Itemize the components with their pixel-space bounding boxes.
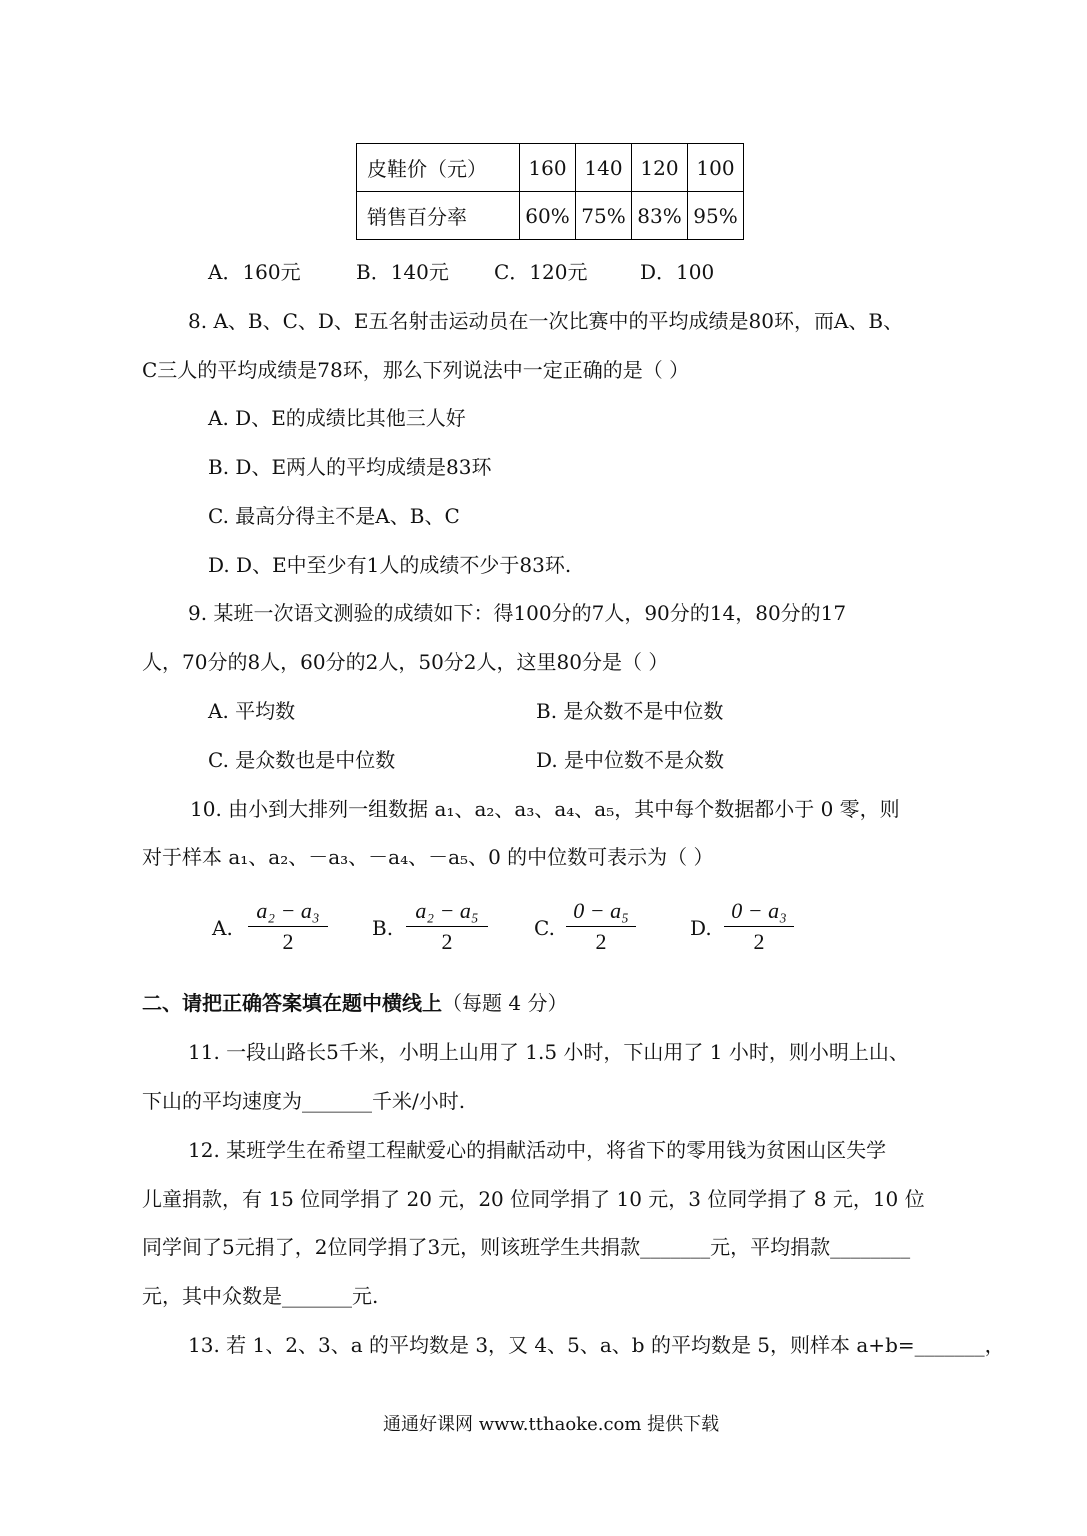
fraction-denominator: 2: [282, 929, 294, 954]
q8-stem-line1: 8. A、B、C、D、E五名射击运动员在一次比赛中的平均成绩是80环，而A、B、: [188, 309, 904, 333]
section-2-heading: [142, 987, 567, 1016]
table-cell: 60%: [520, 192, 576, 240]
q10-option-b-fraction: [406, 898, 488, 957]
fraction-denominator: 2: [441, 929, 453, 954]
table-cell: 100: [688, 144, 744, 192]
table-cell: 83%: [632, 192, 688, 240]
page-footer: 通通好课网 www.tthaoke.com 提供下载: [383, 1414, 720, 1435]
q8-option-a: A. D、E的成绩比其他三人好: [208, 406, 466, 430]
q10-stem-line1: 10. 由小到大排列一组数据 a₁、a₂、a₃、a₄、a₅，其中每个数据都小于 0 零，则: [190, 797, 900, 821]
q10-option-d-fraction: [724, 898, 794, 957]
q10-option-c-fraction: [566, 898, 636, 957]
table-cell: 120: [632, 144, 688, 192]
q9-option-c: C. 是众数也是中位数: [208, 748, 396, 772]
table-header-cell: 销售百分率: [357, 192, 520, 240]
q9-option-d: D. 是中位数不是众数: [536, 748, 725, 772]
table-cell: 95%: [688, 192, 744, 240]
table-cell: 160: [520, 144, 576, 192]
q10-option-a-fraction: [248, 898, 328, 957]
q9-stem-line2: 人，70分的8人，60分的2人，50分2人，这里80分是（ ）: [142, 650, 669, 674]
fraction-denominator: 2: [753, 929, 765, 954]
table-header-cell: 皮鞋价（元）: [357, 144, 520, 192]
q10-option-b-label: B.: [372, 916, 394, 940]
fraction-numerator: 0 − a₅: [573, 898, 629, 923]
price-table: [356, 143, 744, 240]
q11-stem-line2: 下山的平均速度为_______千米/小时.: [142, 1089, 466, 1113]
q8-stem-line2: C三人的平均成绩是78环，那么下列说法中一定正确的是（ ）: [142, 358, 690, 382]
q11-stem-line1: 11. 一段山路长5千米，小明上山用了 1.5 小时，下山用了 1 小时，则小明上山、: [188, 1040, 909, 1064]
table-row: [357, 144, 744, 192]
fraction-numerator: a₂ − a₃: [256, 898, 320, 923]
q9-stem-line1: 9. 某班一次语文测验的成绩如下：得100分的7人，90分的14，80分的17: [188, 601, 847, 625]
q10-stem-line2: 对于样本 a₁、a₂、－a₃、－a₄、－a₅、0 的中位数可表示为（ ）: [142, 845, 714, 869]
q8-option-d: D. D、E中至少有1人的成绩不少于83环.: [208, 553, 572, 577]
section-2-title: 二、请把正确答案填在题中横线上: [142, 991, 442, 1015]
q10-option-c-label: C.: [534, 916, 555, 940]
q12-stem-line1: 12. 某班学生在希望工程献爱心的捐献活动中，将省下的零用钱为贫困山区失学: [188, 1138, 887, 1162]
section-2-note: （每题 4 分）: [442, 991, 568, 1015]
table-cell: 140: [576, 144, 632, 192]
q8-option-c: C. 最高分得主不是A、B、C: [208, 504, 460, 528]
q7-option-c: C．120元: [494, 260, 588, 284]
fraction-denominator: 2: [595, 929, 607, 954]
q9-option-a: A. 平均数: [208, 699, 296, 723]
table-cell: 75%: [576, 192, 632, 240]
q10-option-d-label: D.: [690, 916, 712, 940]
q7-option-b: B．140元: [356, 260, 449, 284]
q10-option-a-label: A.: [212, 916, 233, 940]
table-row: [357, 192, 744, 240]
q7-option-d: D．100: [640, 260, 715, 284]
q12-stem-line3: 同学间了5元捐了，2位同学捐了3元，则该班学生共捐款_______元，平均捐款________: [142, 1235, 911, 1259]
fraction-numerator: a₂ − a₅: [415, 898, 479, 923]
q12-stem-line2: 儿童捐款，有 15 位同学捐了 20 元，20 位同学捐了 10 元，3 位同学捐了 8 元，10 位: [142, 1187, 925, 1211]
q7-option-a: A．160元: [208, 260, 301, 284]
fraction-numerator: 0 − a₃: [731, 898, 787, 923]
q13-stem-line1: 13. 若 1、2、3、a 的平均数是 3，又 4、5、a、b 的平均数是 5，则样本 a+b=_______，: [188, 1333, 1005, 1357]
q12-stem-line4: 元，其中众数是_______元.: [142, 1284, 379, 1308]
q9-option-b: B. 是众数不是中位数: [536, 699, 724, 723]
q8-option-b: B. D、E两人的平均成绩是83环: [208, 455, 492, 479]
